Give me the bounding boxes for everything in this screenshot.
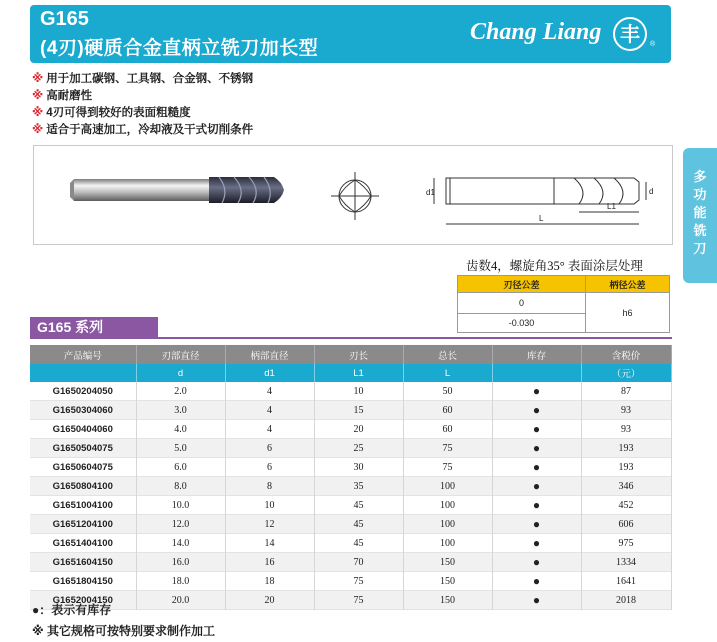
table-cell: 75 (314, 591, 403, 610)
table-row (30, 420, 671, 439)
product-image-panel (33, 145, 673, 245)
table-cell: 70 (314, 553, 403, 572)
end-mill-photo (70, 177, 284, 203)
stock-indicator: ● (492, 458, 581, 477)
table-cell: 30 (314, 458, 403, 477)
product-code: G165 (40, 8, 89, 30)
tol-blade-upper: 0 (458, 293, 586, 314)
dim-d1-label: d1 (426, 188, 435, 197)
registered-mark: ® (650, 41, 656, 48)
stock-indicator: ● (492, 572, 581, 591)
stock-indicator: ● (492, 382, 581, 401)
stock-legend-note: ●：表示有库存 (32, 603, 112, 617)
series-divider (30, 337, 672, 339)
table-row (30, 458, 671, 477)
stock-indicator: ● (492, 534, 581, 553)
col-subheader: L (403, 364, 492, 382)
product-table (30, 345, 672, 610)
product-code-cell: G1650304060 (30, 401, 136, 420)
dim-l1-label: L1 (607, 202, 616, 211)
table-cell: 18 (225, 572, 314, 591)
table-cell: 6.0 (136, 458, 225, 477)
table-cell: 10 (225, 496, 314, 515)
table-cell: 100 (403, 534, 492, 553)
table-row (30, 591, 671, 610)
product-code-cell: G1651604150 (30, 553, 136, 572)
stock-indicator: ● (492, 420, 581, 439)
table-header-row (30, 345, 671, 364)
col-header: 库存 (492, 345, 581, 364)
header-banner (30, 5, 671, 63)
col-subheader: d (136, 364, 225, 382)
table-cell: 10.0 (136, 496, 225, 515)
custom-order-note: ※ 其它规格可按特别要求制作加工 (32, 624, 216, 638)
col-header: 含税价 (581, 345, 671, 364)
feature-list (32, 71, 253, 139)
col-header: 刃长 (314, 345, 403, 364)
table-cell: 606 (581, 515, 671, 534)
table-cell: 8.0 (136, 477, 225, 496)
table-row (30, 515, 671, 534)
series-title: G165 系列 (30, 317, 158, 337)
table-cell: 35 (314, 477, 403, 496)
table-cell: 14 (225, 534, 314, 553)
table-cell: 87 (581, 382, 671, 401)
table-cell: 193 (581, 458, 671, 477)
table-cell: 3.0 (136, 401, 225, 420)
table-cell: 100 (403, 515, 492, 534)
feature-item: ※ 用于加工碳钢、工具钢、合金钢、不锈钢 (32, 73, 254, 85)
product-drawing (34, 146, 672, 244)
dim-l-label: L (539, 214, 544, 223)
table-cell: 75 (314, 572, 403, 591)
table-row (30, 534, 671, 553)
product-code-cell: G1650504075 (30, 439, 136, 458)
side-tab-char: 刀 (693, 241, 707, 256)
stock-indicator: ● (492, 515, 581, 534)
product-code-cell: G1652004150 (30, 591, 136, 610)
stock-indicator: ● (492, 553, 581, 572)
table-cell: 193 (581, 439, 671, 458)
col-subheader: d1 (225, 364, 314, 382)
stock-indicator: ● (492, 477, 581, 496)
col-header: 总长 (403, 345, 492, 364)
table-cell: 20.0 (136, 591, 225, 610)
table-row (30, 439, 671, 458)
col-subheader (492, 364, 581, 382)
side-tab-char: 铣 (693, 223, 707, 238)
table-row (30, 401, 671, 420)
table-cell: 45 (314, 534, 403, 553)
col-header: 刃部直径 (136, 345, 225, 364)
product-title: (4刃)硬质合金直柄立铣刀加长型 (40, 38, 319, 59)
table-cell: 25 (314, 439, 403, 458)
table-cell: 60 (403, 401, 492, 420)
table-cell: 45 (314, 496, 403, 515)
end-view-drawing (331, 172, 379, 220)
table-cell: 15 (314, 401, 403, 420)
tol-header-blade: 刃径公差 (458, 276, 586, 293)
col-header: 柄部直径 (225, 345, 314, 364)
brand-name: Chang Liang (470, 19, 602, 45)
feature-item: ※ 4刃可得到较好的表面粗糙度 (32, 107, 191, 119)
stock-indicator: ● (492, 439, 581, 458)
stock-indicator: ● (492, 496, 581, 515)
table-cell: 2.0 (136, 382, 225, 401)
side-tab-char: 多 (693, 169, 707, 184)
table-cell: 8 (225, 477, 314, 496)
table-cell: 150 (403, 572, 492, 591)
table-cell: 20 (225, 591, 314, 610)
tol-blade-lower: -0.030 (458, 314, 586, 333)
table-row (30, 496, 671, 515)
side-tab-char: 能 (693, 205, 707, 220)
table-row (30, 572, 671, 591)
table-cell: 346 (581, 477, 671, 496)
product-code-cell: G1650604075 (30, 458, 136, 477)
table-cell: 4 (225, 420, 314, 439)
col-subheader: L1 (314, 364, 403, 382)
tolerance-table (457, 275, 670, 333)
table-cell: 18.0 (136, 572, 225, 591)
table-cell: 12.0 (136, 515, 225, 534)
table-row (30, 477, 671, 496)
dim-d-label: d (649, 187, 654, 196)
table-cell: 1641 (581, 572, 671, 591)
product-code-cell: G1651804150 (30, 572, 136, 591)
table-cell: 6 (225, 458, 314, 477)
table-cell: 100 (403, 496, 492, 515)
logo-symbol: 丰 (620, 22, 640, 46)
table-cell: 75 (403, 439, 492, 458)
table-cell: 10 (314, 382, 403, 401)
spec-note: 齿数4，螺旋角35° 表面涂层处理 (466, 259, 643, 273)
tol-header-shank: 柄径公差 (586, 276, 670, 293)
table-cell: 16.0 (136, 553, 225, 572)
table-cell: 4 (225, 382, 314, 401)
table-cell: 4 (225, 401, 314, 420)
product-code-cell: G1651004100 (30, 496, 136, 515)
table-cell: 60 (403, 420, 492, 439)
table-cell: 20 (314, 420, 403, 439)
table-cell: 2018 (581, 591, 671, 610)
stock-indicator: ● (492, 401, 581, 420)
product-code-cell: G1650404060 (30, 420, 136, 439)
col-subheader (30, 364, 136, 382)
side-tab-char: 功 (693, 187, 707, 202)
product-code-cell: G1651404100 (30, 534, 136, 553)
product-code-cell: G1650204050 (30, 382, 136, 401)
col-header: 产品编号 (30, 345, 136, 364)
col-subheader: （元） (581, 364, 671, 382)
table-cell: 150 (403, 591, 492, 610)
product-code-cell: G1651204100 (30, 515, 136, 534)
category-side-tab[interactable] (683, 148, 717, 283)
product-code-cell: G1650804100 (30, 477, 136, 496)
table-cell: 93 (581, 420, 671, 439)
table-cell: 975 (581, 534, 671, 553)
tol-shank-value: h6 (586, 293, 670, 333)
feature-item: ※ 适合于高速加工，冷却液及干式切削条件 (32, 124, 254, 136)
table-row (30, 382, 671, 401)
table-cell: 16 (225, 553, 314, 572)
table-cell: 75 (403, 458, 492, 477)
table-row (30, 553, 671, 572)
table-cell: 50 (403, 382, 492, 401)
table-cell: 14.0 (136, 534, 225, 553)
feature-item: ※ 高耐磨性 (32, 90, 93, 102)
table-cell: 6 (225, 439, 314, 458)
table-cell: 5.0 (136, 439, 225, 458)
table-cell: 93 (581, 401, 671, 420)
table-cell: 100 (403, 477, 492, 496)
table-subheader-row (30, 364, 671, 382)
table-cell: 150 (403, 553, 492, 572)
table-cell: 12 (225, 515, 314, 534)
table-cell: 452 (581, 496, 671, 515)
table-cell: 45 (314, 515, 403, 534)
table-cell: 4.0 (136, 420, 225, 439)
brand-logo-icon (613, 17, 647, 51)
stock-indicator: ● (492, 591, 581, 610)
table-cell: 1334 (581, 553, 671, 572)
